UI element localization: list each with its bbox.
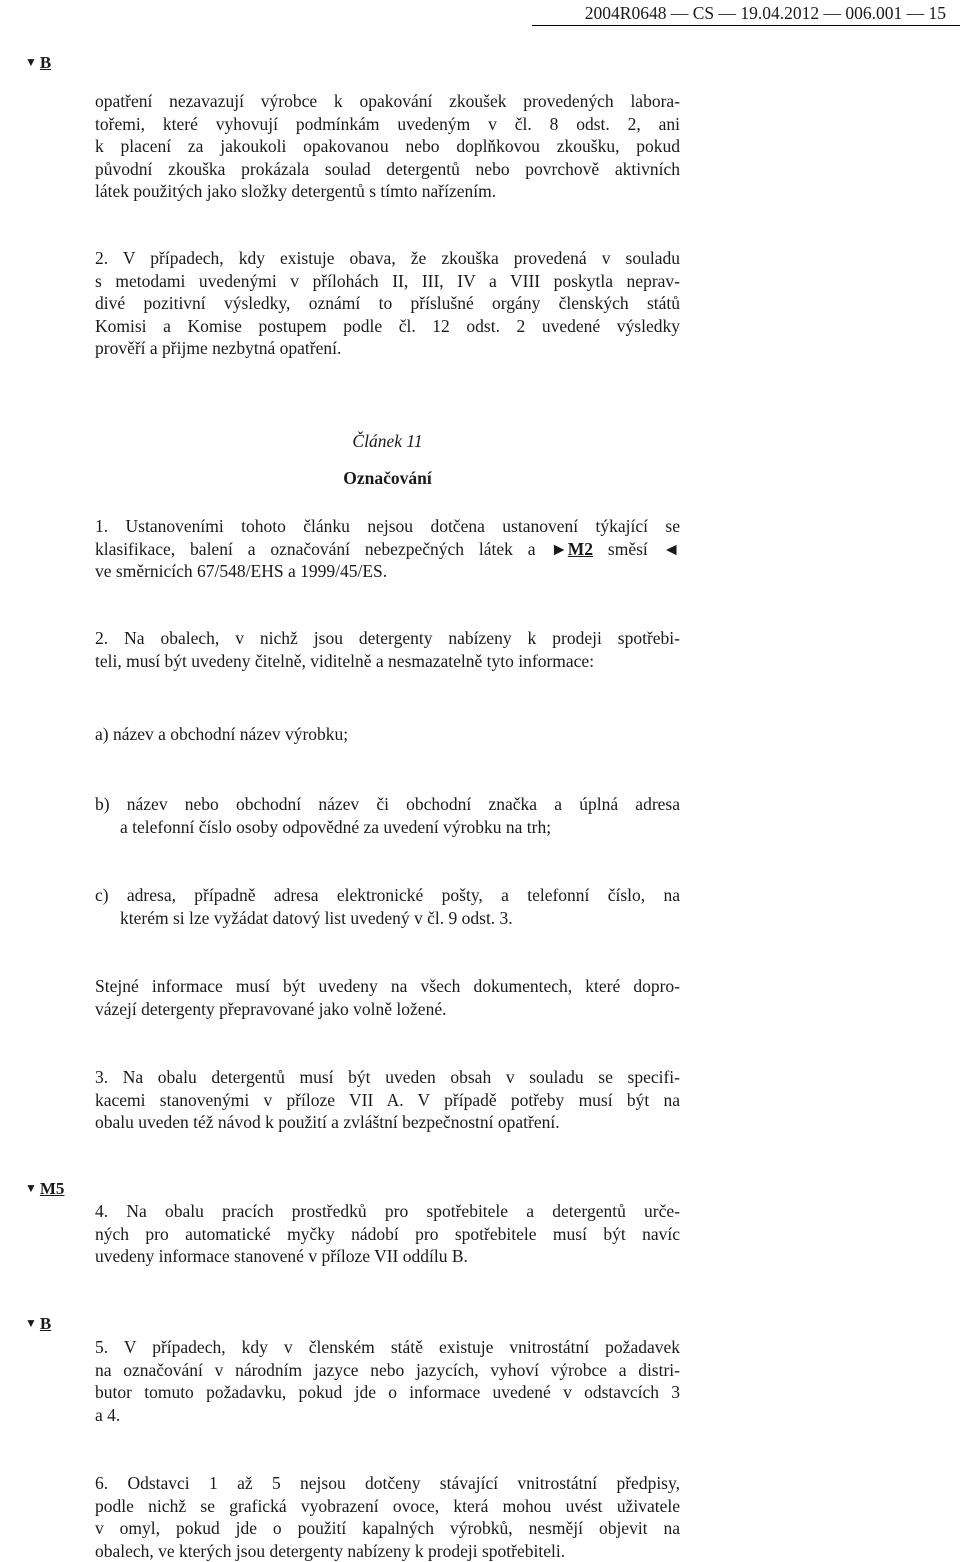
- text-line: tořemi, které vyhovují podmínkám uvedeným v čl. 8 odst. 2, ani: [95, 113, 680, 134]
- text-line: vázejí detergenty přepravované jako volně ložené.: [95, 998, 447, 1019]
- list-item-c: [95, 884, 680, 929]
- text-line: 6. Odstavci 1 až 5 nejsou dotčeny stávající vnitrostátní předpisy,: [95, 1473, 680, 1493]
- article-paragraph-5: [95, 1336, 680, 1426]
- amendment-marker-b: [25, 1313, 51, 1334]
- text-line: a telefonní číslo osoby odpovědné za uvedení výrobku na trh;: [120, 816, 552, 837]
- article-number: Článek 11: [352, 431, 423, 451]
- paragraph-2: [95, 247, 680, 360]
- header-rule: [532, 25, 960, 26]
- marker-code: M5: [39, 1179, 65, 1198]
- triangle-down-icon: ▼: [25, 55, 37, 69]
- text-line: opatření nezavazují výrobce k opakování zkoušek provedených labora-: [95, 91, 680, 111]
- text-line: v omyl, pokud jde o použití kapalných výrobků, nesmějí objevit na: [95, 1518, 680, 1539]
- text-line: podle nichž se grafická vyobrazení ovoce, která mohou uvést uživatele: [95, 1495, 680, 1516]
- text-line: 3. Na obalu detergentů musí být uveden obsah v souladu se specifi-: [95, 1067, 680, 1087]
- text-line: s metodami uvedenými v přílohách II, III, IV a VIII poskytla neprav-: [95, 270, 680, 291]
- article-paragraph-2: [95, 627, 680, 672]
- text-line: k placení za jakoukoli opakovanou nebo doplňkovou zkoušku, pokud: [95, 136, 680, 157]
- text-segment: směsí ◄: [593, 538, 680, 559]
- text-line: a 4.: [95, 1404, 121, 1425]
- text-line: Komisi a Komise postupem podle čl. 12 odst. 2 uvedené výsledky: [95, 315, 680, 336]
- text-line: kacemi stanovenými v příloze VII A. V případě potřeby musí být na: [95, 1089, 680, 1110]
- text-line: b) název nebo obchodní název či obchodní značka a úplná adresa: [95, 794, 680, 814]
- text-segment: klasifikace, balení a označování nebezpečných látek a ►: [95, 538, 568, 559]
- text-line: butor tomuto požadavku, pokud jde o informace uvedené v odstavcích 3: [95, 1382, 680, 1403]
- paragraph-same-information: [95, 975, 680, 1020]
- text-line: Stejné informace musí být uvedeny na všech dokumentech, které dopro-: [95, 976, 680, 996]
- triangle-down-icon: ▼: [25, 1316, 37, 1330]
- text-line: kterém si lze vyžádat datový list uvedený v čl. 9 odst. 3.: [120, 907, 513, 928]
- article-paragraph-4: [95, 1200, 680, 1268]
- amendment-reference-link[interactable]: M2: [567, 538, 594, 559]
- triangle-down-icon: ▼: [25, 1181, 37, 1195]
- text-line: původní zkouška prokázala soulad detergentů nebo povrchově aktivních: [95, 158, 680, 179]
- text-line: obalech, ve kterých jsou detergenty nabízeny k prodeji spotřebiteli.: [95, 1540, 566, 1561]
- text-line: 1. Ustanoveními tohoto článku nejsou dotčena ustanovení týkající se: [95, 516, 680, 536]
- text-line: obalu uveden též návod k použití a zvláštní bezpečnostní opatření.: [95, 1112, 560, 1133]
- text-line: c) adresa, případně adresa elektronické pošty, a telefonní číslo, na: [95, 885, 680, 905]
- article-paragraph-3: [95, 1066, 680, 1134]
- text-line: na označování v národním jazyce nebo jazycích, vyhoví výrobce a distri-: [95, 1359, 680, 1380]
- text-line: [95, 538, 680, 561]
- text-line: 2. Na obalech, v nichž jsou detergenty nabízeny k prodeji spotřebi-: [95, 628, 680, 648]
- list-item-b: [95, 793, 680, 838]
- text-line: teli, musí být uvedeny čitelně, viditelně a nesmazatelně tyto informace:: [95, 650, 595, 671]
- list-item-a: [95, 723, 680, 746]
- text-line: a) název a obchodní název výrobku;: [95, 724, 349, 744]
- marker-code: B: [39, 53, 52, 72]
- text-line: 5. V případech, kdy v členském státě existuje vnitrostátní požadavek: [95, 1337, 680, 1357]
- text-line: látek použitých jako složky detergentů s tímto nařízením.: [95, 181, 497, 202]
- text-line: ných pro automatické myčky nádobí pro spotřebitele musí být navíc: [95, 1223, 680, 1244]
- document-header: 2004R0648 — CS — 19.04.2012 — 006.001 — 15: [584, 3, 946, 23]
- text-line: uvedeny informace stanovené v příloze VII oddílu B.: [95, 1246, 468, 1267]
- amendment-marker-m5: [25, 1178, 64, 1199]
- article-paragraph-6: [95, 1472, 680, 1562]
- paragraph-continuation: [95, 90, 680, 203]
- article-paragraph-1: [95, 515, 680, 583]
- text-line: divé pozitivní výsledky, oznámí to příslušné orgány členských států: [95, 293, 680, 314]
- text-line: prověří a přijme nezbytná opatření.: [95, 338, 342, 359]
- text-line: 2. V případech, kdy existuje obava, že zkouška provedená v souladu: [95, 248, 680, 268]
- article-title: Označování: [343, 468, 432, 488]
- marker-code: B: [39, 1314, 52, 1333]
- amendment-marker-b: [25, 52, 51, 73]
- text-line: ve směrnicích 67/548/EHS a 1999/45/ES.: [95, 561, 388, 582]
- text-line: 4. Na obalu pracích prostředků pro spotřebitele a detergentů urče-: [95, 1201, 680, 1221]
